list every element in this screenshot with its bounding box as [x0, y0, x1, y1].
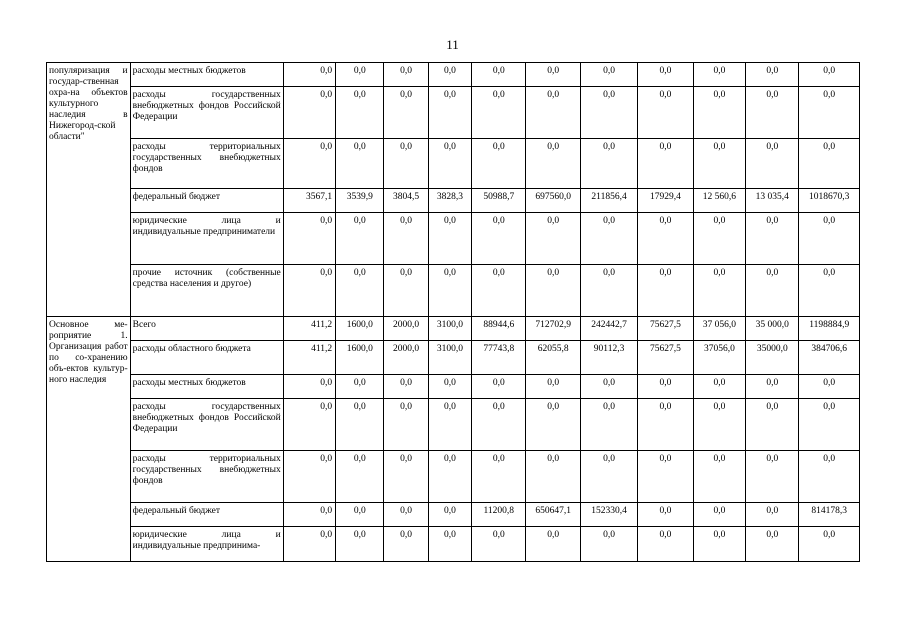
- value-cell: 0,0: [283, 399, 335, 451]
- funding-source-cell: расходы областного бюджета: [130, 341, 283, 375]
- value-cell: 0,0: [428, 63, 471, 87]
- value-cell: 211856,4: [580, 189, 637, 213]
- value-cell: 712702,9: [526, 317, 580, 341]
- value-cell: 0,0: [746, 451, 799, 503]
- value-cell: 0,0: [638, 213, 693, 265]
- value-cell: 77743,8: [472, 341, 526, 375]
- value-cell: 0,0: [336, 213, 384, 265]
- value-cell: 0,0: [384, 451, 428, 503]
- value-cell: 0,0: [693, 213, 745, 265]
- value-cell: 0,0: [526, 265, 580, 317]
- value-cell: 0,0: [336, 87, 384, 139]
- value-cell: 0,0: [693, 399, 745, 451]
- value-cell: 0,0: [638, 503, 693, 527]
- value-cell: 0,0: [283, 213, 335, 265]
- table-row: [47, 213, 860, 265]
- value-cell: 0,0: [693, 87, 745, 139]
- value-cell: 0,0: [384, 399, 428, 451]
- value-cell: 0,0: [336, 451, 384, 503]
- funding-source-cell: Всего: [130, 317, 283, 341]
- value-cell: 0,0: [580, 63, 637, 87]
- value-cell: 3828,3: [428, 189, 471, 213]
- value-cell: 0,0: [746, 503, 799, 527]
- value-cell: 90112,3: [580, 341, 637, 375]
- funding-source-cell: расходы местных бюджетов: [130, 375, 283, 399]
- funding-source-cell: расходы государственных внебюджетных фондов Российской Федерации: [130, 399, 283, 451]
- value-cell: 1600,0: [336, 341, 384, 375]
- value-cell: 0,0: [384, 63, 428, 87]
- table-row: [47, 139, 860, 189]
- value-cell: 411,2: [283, 341, 335, 375]
- value-cell: 0,0: [336, 139, 384, 189]
- table-row: [47, 451, 860, 503]
- value-cell: 0,0: [472, 63, 526, 87]
- value-cell: 0,0: [746, 87, 799, 139]
- value-cell: 3100,0: [428, 317, 471, 341]
- value-cell: 0,0: [384, 527, 428, 562]
- value-cell: 0,0: [799, 139, 860, 189]
- value-cell: 0,0: [693, 451, 745, 503]
- value-cell: 0,0: [799, 87, 860, 139]
- value-cell: 0,0: [336, 265, 384, 317]
- value-cell: 0,0: [472, 139, 526, 189]
- budget-table: [46, 62, 860, 562]
- value-cell: 3804,5: [384, 189, 428, 213]
- value-cell: 0,0: [428, 503, 471, 527]
- value-cell: 0,0: [283, 63, 335, 87]
- value-cell: 0,0: [526, 139, 580, 189]
- value-cell: 0,0: [472, 265, 526, 317]
- value-cell: 814178,3: [799, 503, 860, 527]
- value-cell: 0,0: [799, 265, 860, 317]
- value-cell: 0,0: [693, 375, 745, 399]
- value-cell: 0,0: [428, 139, 471, 189]
- value-cell: 0,0: [693, 265, 745, 317]
- value-cell: 0,0: [638, 139, 693, 189]
- value-cell: 411,2: [283, 317, 335, 341]
- funding-source-cell: расходы территориальных государственных внебюджетных фондов: [130, 451, 283, 503]
- funding-source-cell: прочие источник (собственные средства населения и другое): [130, 265, 283, 317]
- value-cell: 0,0: [799, 399, 860, 451]
- value-cell: 75627,5: [638, 341, 693, 375]
- value-cell: 242442,7: [580, 317, 637, 341]
- value-cell: 0,0: [638, 451, 693, 503]
- value-cell: 0,0: [283, 265, 335, 317]
- value-cell: 0,0: [526, 527, 580, 562]
- value-cell: 0,0: [746, 265, 799, 317]
- value-cell: 0,0: [693, 139, 745, 189]
- table-row: [47, 375, 860, 399]
- value-cell: 35 000,0: [746, 317, 799, 341]
- value-cell: 0,0: [693, 527, 745, 562]
- value-cell: 0,0: [472, 87, 526, 139]
- value-cell: 650647,1: [526, 503, 580, 527]
- value-cell: 0,0: [799, 451, 860, 503]
- value-cell: 0,0: [526, 399, 580, 451]
- value-cell: 0,0: [526, 375, 580, 399]
- value-cell: 0,0: [283, 87, 335, 139]
- value-cell: 75627,5: [638, 317, 693, 341]
- value-cell: 0,0: [799, 213, 860, 265]
- value-cell: 0,0: [336, 399, 384, 451]
- value-cell: 0,0: [746, 399, 799, 451]
- value-cell: 0,0: [283, 503, 335, 527]
- value-cell: 2000,0: [384, 317, 428, 341]
- table-row: [47, 63, 860, 87]
- value-cell: 0,0: [580, 87, 637, 139]
- table-body: [47, 63, 860, 562]
- value-cell: 0,0: [472, 399, 526, 451]
- value-cell: 0,0: [638, 87, 693, 139]
- value-cell: 3567,1: [283, 189, 335, 213]
- table-row: [47, 87, 860, 139]
- value-cell: 697560,0: [526, 189, 580, 213]
- page-number: 11: [446, 37, 459, 52]
- table-row: [47, 503, 860, 527]
- value-cell: 0,0: [746, 63, 799, 87]
- value-cell: 0,0: [472, 527, 526, 562]
- value-cell: 0,0: [428, 87, 471, 139]
- value-cell: 0,0: [472, 451, 526, 503]
- value-cell: 0,0: [384, 265, 428, 317]
- value-cell: 0,0: [580, 213, 637, 265]
- value-cell: 0,0: [336, 527, 384, 562]
- value-cell: 3100,0: [428, 341, 471, 375]
- value-cell: 0,0: [384, 87, 428, 139]
- funding-source-cell: расходы территориальных государственных внебюджетных фондов: [130, 139, 283, 189]
- value-cell: 17929,4: [638, 189, 693, 213]
- value-cell: 0,0: [472, 375, 526, 399]
- value-cell: 0,0: [428, 213, 471, 265]
- value-cell: 0,0: [638, 265, 693, 317]
- value-cell: 1600,0: [336, 317, 384, 341]
- program-name-cell: Основное ме-роприятие 1. Организация работ по со-хранению объ-ектов культур-ного наследия: [47, 317, 131, 562]
- value-cell: 0,0: [638, 375, 693, 399]
- value-cell: 0,0: [799, 63, 860, 87]
- value-cell: 0,0: [526, 213, 580, 265]
- value-cell: 152330,4: [580, 503, 637, 527]
- value-cell: 88944,6: [472, 317, 526, 341]
- value-cell: 0,0: [799, 375, 860, 399]
- value-cell: 0,0: [638, 527, 693, 562]
- value-cell: 384706,6: [799, 341, 860, 375]
- value-cell: 37056,0: [693, 341, 745, 375]
- value-cell: 0,0: [283, 139, 335, 189]
- value-cell: 0,0: [428, 527, 471, 562]
- value-cell: 0,0: [580, 139, 637, 189]
- value-cell: 0,0: [283, 527, 335, 562]
- value-cell: 0,0: [428, 265, 471, 317]
- value-cell: 0,0: [693, 503, 745, 527]
- value-cell: 0,0: [384, 213, 428, 265]
- funding-source-cell: расходы местных бюджетов: [130, 63, 283, 87]
- value-cell: 0,0: [428, 399, 471, 451]
- value-cell: 0,0: [799, 527, 860, 562]
- table-row: [47, 317, 860, 341]
- value-cell: 0,0: [580, 399, 637, 451]
- funding-source-cell: расходы государственных внебюджетных фондов Российской Федерации: [130, 87, 283, 139]
- value-cell: 37 056,0: [693, 317, 745, 341]
- value-cell: 0,0: [746, 139, 799, 189]
- value-cell: 0,0: [336, 503, 384, 527]
- value-cell: 62055,8: [526, 341, 580, 375]
- value-cell: 0,0: [384, 503, 428, 527]
- value-cell: 2000,0: [384, 341, 428, 375]
- table-row: [47, 189, 860, 213]
- value-cell: 11200,8: [472, 503, 526, 527]
- table-row: [47, 341, 860, 375]
- program-name-cell: популяризация и государ-ственная охра-на объектов культурного наследия в Нижегород-ской области": [47, 63, 131, 317]
- value-cell: 0,0: [746, 527, 799, 562]
- value-cell: 0,0: [428, 375, 471, 399]
- value-cell: 0,0: [580, 265, 637, 317]
- table-row: [47, 527, 860, 562]
- value-cell: 50988,7: [472, 189, 526, 213]
- value-cell: 35000,0: [746, 341, 799, 375]
- funding-source-cell: федеральный бюджет: [130, 189, 283, 213]
- value-cell: 12 560,6: [693, 189, 745, 213]
- value-cell: 0,0: [746, 213, 799, 265]
- value-cell: 0,0: [693, 63, 745, 87]
- value-cell: 1018670,3: [799, 189, 860, 213]
- value-cell: 0,0: [283, 375, 335, 399]
- value-cell: 0,0: [336, 63, 384, 87]
- value-cell: 0,0: [283, 451, 335, 503]
- value-cell: 0,0: [428, 451, 471, 503]
- value-cell: 0,0: [580, 375, 637, 399]
- value-cell: 0,0: [638, 63, 693, 87]
- value-cell: 0,0: [580, 527, 637, 562]
- value-cell: 0,0: [526, 451, 580, 503]
- value-cell: 0,0: [746, 375, 799, 399]
- value-cell: 13 035,4: [746, 189, 799, 213]
- value-cell: 0,0: [472, 213, 526, 265]
- value-cell: 1198884,9: [799, 317, 860, 341]
- value-cell: 0,0: [526, 87, 580, 139]
- table-row: [47, 399, 860, 451]
- value-cell: 0,0: [580, 451, 637, 503]
- value-cell: 3539,9: [336, 189, 384, 213]
- value-cell: 0,0: [384, 375, 428, 399]
- value-cell: 0,0: [336, 375, 384, 399]
- funding-source-cell: юридические лица и индивидуальные предпринима-: [130, 527, 283, 562]
- value-cell: 0,0: [384, 139, 428, 189]
- funding-source-cell: юридические лица и индивидуальные предприниматели: [130, 213, 283, 265]
- table-row: [47, 265, 860, 317]
- funding-source-cell: федеральный бюджет: [130, 503, 283, 527]
- value-cell: 0,0: [638, 399, 693, 451]
- value-cell: 0,0: [526, 63, 580, 87]
